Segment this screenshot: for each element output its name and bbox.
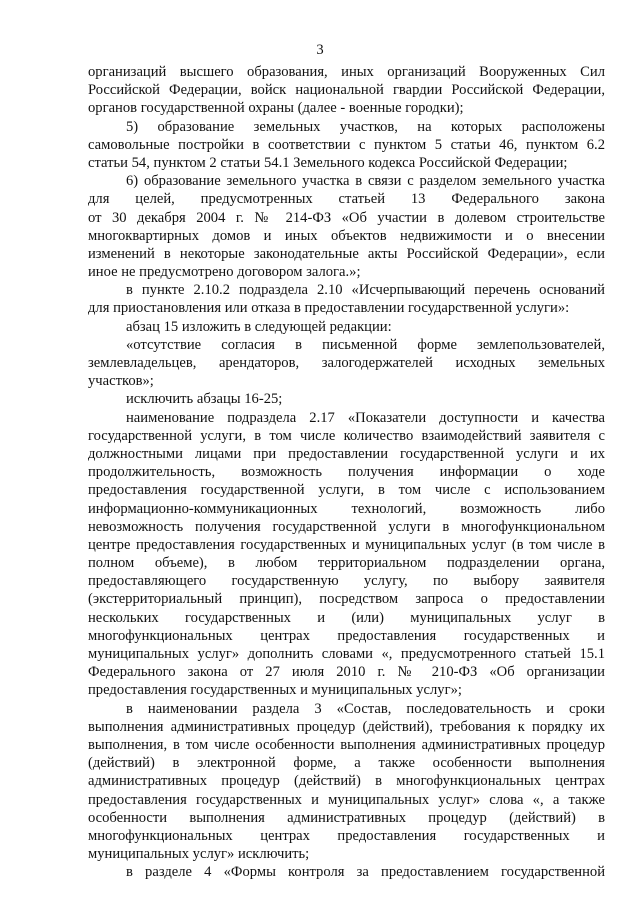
text-line: «отсутствие согласия в письменной форме землепользователей, xyxy=(126,336,605,353)
text-line: наименование подраздела 2.17 «Показатели доступности и качества xyxy=(126,409,605,426)
text-line: для целей, предусмотренных статьей 13 Федерального закона xyxy=(88,191,605,208)
text-line: государственной услуги, в том числе количество взаимодействий заявителя с xyxy=(88,427,605,444)
text-line: (экстерриториальный принцип), посредством запроса о предоставлении xyxy=(88,591,605,608)
text-line: должностными лицами при предоставлении государственной услуги и их xyxy=(88,445,605,462)
text-line: выполнения, в том числе особенности выполнения административных процедур xyxy=(88,736,605,753)
text-line: 6) образование земельного участка в связи с разделом земельного участка xyxy=(126,173,605,190)
text-line: землевладельцев, арендаторов, залогодержателей исходных земельных xyxy=(88,355,605,371)
document-body xyxy=(88,63,605,881)
text-line: для приостановления или отказа в предоставлении государственной услуги»: xyxy=(88,300,570,317)
text-line: участков»; xyxy=(88,373,154,390)
text-line: предоставления государственной услуги, в том числе с использованием xyxy=(88,482,605,499)
text-line: от 30 декабря 2004 г. № 214-ФЗ «Об участии в долевом строительстве xyxy=(88,209,605,226)
text-line: изменений в некоторые законодательные акты Российской Федерации», если xyxy=(88,245,605,262)
text-line: органов государственной охраны (далее - военные городки); xyxy=(88,100,464,117)
text-line: иное не предусмотрено договором залога.»; xyxy=(88,264,361,281)
text-line: абзац 15 изложить в следующей редакции: xyxy=(126,318,392,335)
text-line: центре предоставления государственных и муниципальных услуг (в том числе в xyxy=(88,536,605,553)
text-line: Российской Федерации, войск национальной гвардии Российской Федерации, xyxy=(88,82,605,99)
text-line: (действий) в электронной форме, а также особенности выполнения xyxy=(88,755,605,772)
text-line: административных процедур (действий) в многофункциональных центрах xyxy=(88,773,605,790)
text-line: полном объеме), в любом территориальном подразделении органа, xyxy=(88,555,605,572)
text-line: предоставляющего государственную услугу, по выбору заявителя xyxy=(88,573,605,590)
text-line: особенности выполнения административных процедур (действий) в xyxy=(88,809,605,826)
text-line: Федерального закона от 27 июля 2010 г. № 210-ФЗ «Об организации xyxy=(88,664,605,681)
text-line: муниципальных услуг» дополнить словами «, предусмотренного статьей 15.1 xyxy=(88,646,605,662)
text-line: многоквартирных домов и иных объектов недвижимости и о внесении xyxy=(88,227,605,244)
page-number: 3 xyxy=(316,42,324,58)
text-line: предоставления государственных и муниципальных услуг» слова «, а также xyxy=(88,791,605,808)
text-line: невозможность получения государственной услуги в многофункциональном xyxy=(88,518,605,535)
text-line: нескольких государственных и (или) муниципальных услуг в xyxy=(88,609,605,626)
text-line: многофункциональных центрах предоставления государственных и xyxy=(88,627,605,644)
text-line: продолжительность, возможность получения информации о ходе xyxy=(88,464,605,481)
text-line: самовольные постройки в соответствии с пунктом 5 статьи 46, пунктом 6.2 xyxy=(88,136,605,153)
text-line: статьи 54, пунктом 2 статьи 54.1 Земельного кодекса Российской Федерации; xyxy=(88,154,568,171)
text-line: организаций высшего образования, иных организаций Вооруженных Сил xyxy=(88,64,605,80)
text-line: 5) образование земельных участков, на которых расположены xyxy=(126,118,605,135)
text-line: исключить абзацы 16-25; xyxy=(126,391,283,408)
text-line: в пункте 2.10.2 подраздела 2.10 «Исчерпывающий перечень оснований xyxy=(126,282,605,299)
text-line: в наименовании раздела 3 «Состав, последовательность и сроки xyxy=(126,700,605,717)
text-line: в разделе 4 «Формы контроля за предоставлением государственной xyxy=(126,864,605,881)
text-line: многофункциональных центрах предоставления государственных и xyxy=(88,827,605,844)
text-line: выполнения административных процедур (действий), требования к порядку их xyxy=(88,718,605,735)
text-line: предоставления государственных и муниципальных услуг»; xyxy=(88,682,462,699)
text-line: муниципальных услуг» исключить; xyxy=(88,846,310,863)
text-line: информационно-коммуникационных технологий, возможность либо xyxy=(88,500,605,517)
